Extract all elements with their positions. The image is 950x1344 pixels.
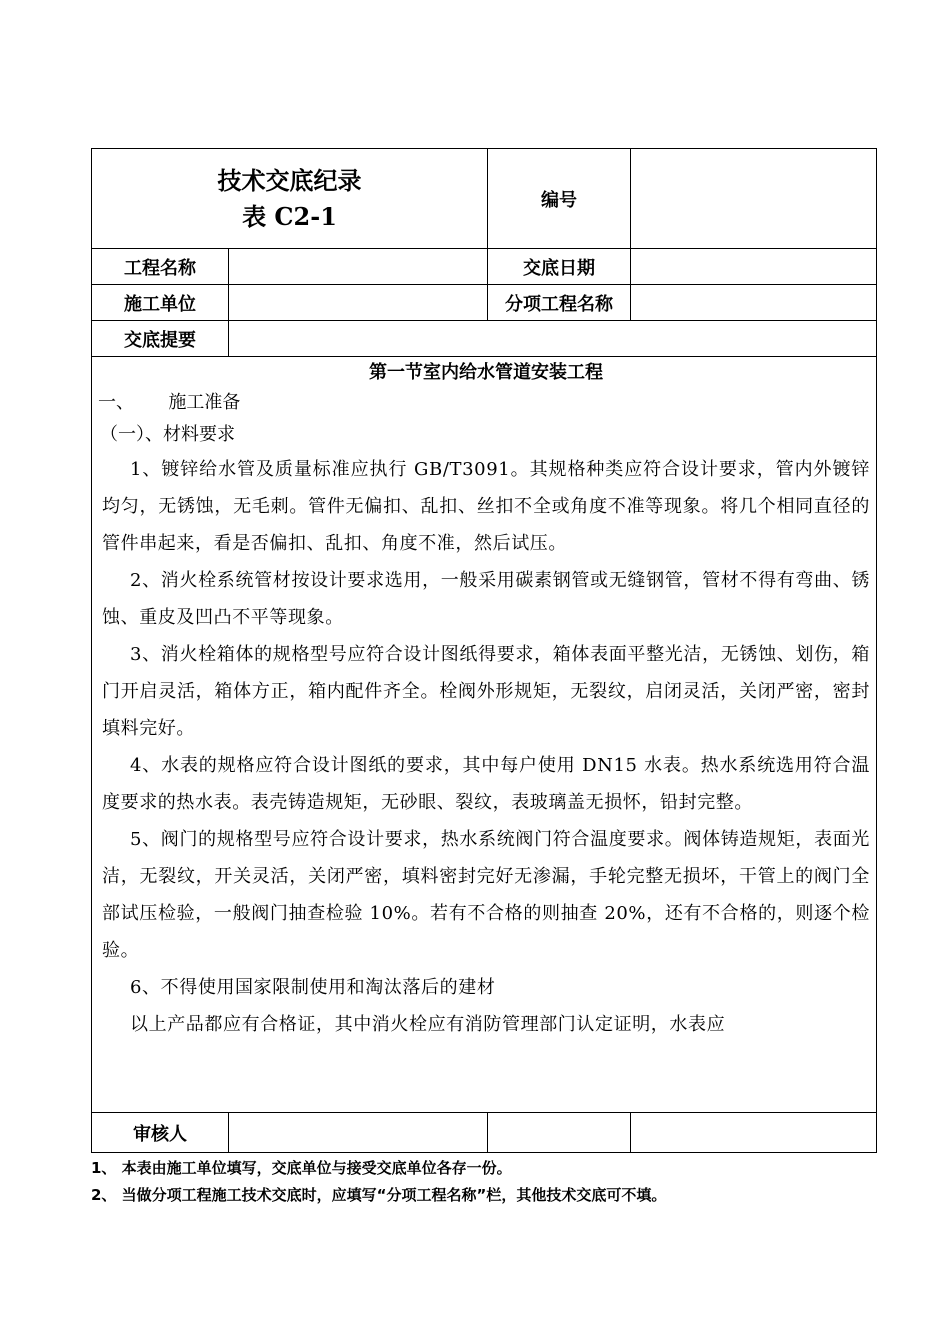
- paragraph-4: 4、水表的规格应符合设计图纸的要求，其中每户使用 DN15 水表。热水系统选用符合温度要求的热水表。表壳铸造规矩，无砂眼、裂纹，表玻璃盖无损怀，铅封完整。: [102, 755, 870, 813]
- paragraph-3: 3、消火栓箱体的规格型号应符合设计图纸得要求，箱体表面平整光洁，无锈蚀、划伤，箱门开启灵活，箱体方正，箱内配件齐全。栓阀外形规矩，无裂纹，启闭灵活，关闭严密，密封填料完好。: [102, 644, 870, 739]
- content-cell: [92, 357, 877, 1113]
- handover-date-label: 交底日期: [488, 249, 631, 285]
- content-body: [92, 359, 876, 1043]
- paragraph-6: 6、不得使用国家限制使用和淘汰落后的建材: [130, 977, 496, 998]
- subproject-name-label: 分项工程名称: [488, 285, 631, 321]
- heading-preparation: 一、 施工准备: [98, 392, 241, 413]
- reviewer-value[interactable]: [229, 1113, 488, 1153]
- title-row: [92, 149, 877, 249]
- handover-date-value[interactable]: [631, 249, 877, 285]
- paragraph-5: 5、阀门的规格型号应符合设计要求，热水系统阀门符合温度要求。阀体铸造规矩，表面光洁，无裂纹，开关灵活，关闭严密，填料密封完好无渗漏，手轮完整无损坏，干管上的阀门全部试压检验，一般阀门抽查检验 10%。若有不合格的则抽查 20%，还有不合格的，则逐个检验。: [102, 829, 870, 961]
- handover-record-table: [91, 148, 877, 1153]
- reviewer-col4[interactable]: [631, 1113, 877, 1153]
- content-row: [92, 357, 877, 1113]
- project-row: [92, 249, 877, 285]
- construction-unit-label: 施工单位: [92, 285, 229, 321]
- summary-label: 交底提要: [92, 321, 229, 357]
- section-title: 第一节室内给水管道安装工程: [369, 362, 603, 383]
- footnotes: [91, 1155, 666, 1209]
- paragraph-7: 以上产品都应有合格证，其中消火栓应有消防管理部门认定证明，水表应: [130, 1014, 726, 1035]
- heading-materials: （一）、材料要求: [100, 424, 235, 445]
- number-value[interactable]: [631, 149, 877, 249]
- title-cell: [92, 149, 488, 249]
- reviewer-col3[interactable]: [488, 1113, 631, 1153]
- paragraph-2: 2、消火栓系统管材按设计要求选用，一般采用碳素钢管或无缝钢管，管材不得有弯曲、锈蚀、重皮及凹凸不平等现象。: [102, 570, 870, 628]
- unit-row: [92, 285, 877, 321]
- reviewer-row: [92, 1113, 877, 1153]
- construction-unit-value[interactable]: [229, 285, 488, 321]
- project-name-label: 工程名称: [92, 249, 229, 285]
- footnote-1: 1、 本表由施工单位填写，交底单位与接受交底单位各存一份。: [91, 1159, 512, 1177]
- number-label: 编号: [488, 149, 631, 249]
- footnote-2: 2、 当做分项工程施工技术交底时，应填写“分项工程名称”栏，其他技术交底可不填。: [91, 1186, 667, 1204]
- summary-value[interactable]: [229, 321, 877, 357]
- form-code: 表 C2-1: [242, 201, 337, 231]
- paragraph-1: 1、镀锌给水管及质量标准应执行 GB/T3091。其规格种类应符合设计要求，管内外镀锌均匀，无锈蚀，无毛刺。管件无偏扣、乱扣、丝扣不全或角度不准等现象。将几个相同直径的管件串起来，看是否偏扣、乱扣、角度不准，然后试压。: [102, 459, 870, 554]
- project-name-value[interactable]: [229, 249, 488, 285]
- reviewer-label: 审核人: [92, 1113, 229, 1153]
- form-title: 技术交底纪录: [217, 166, 362, 195]
- subproject-name-value[interactable]: [631, 285, 877, 321]
- summary-row: [92, 321, 877, 357]
